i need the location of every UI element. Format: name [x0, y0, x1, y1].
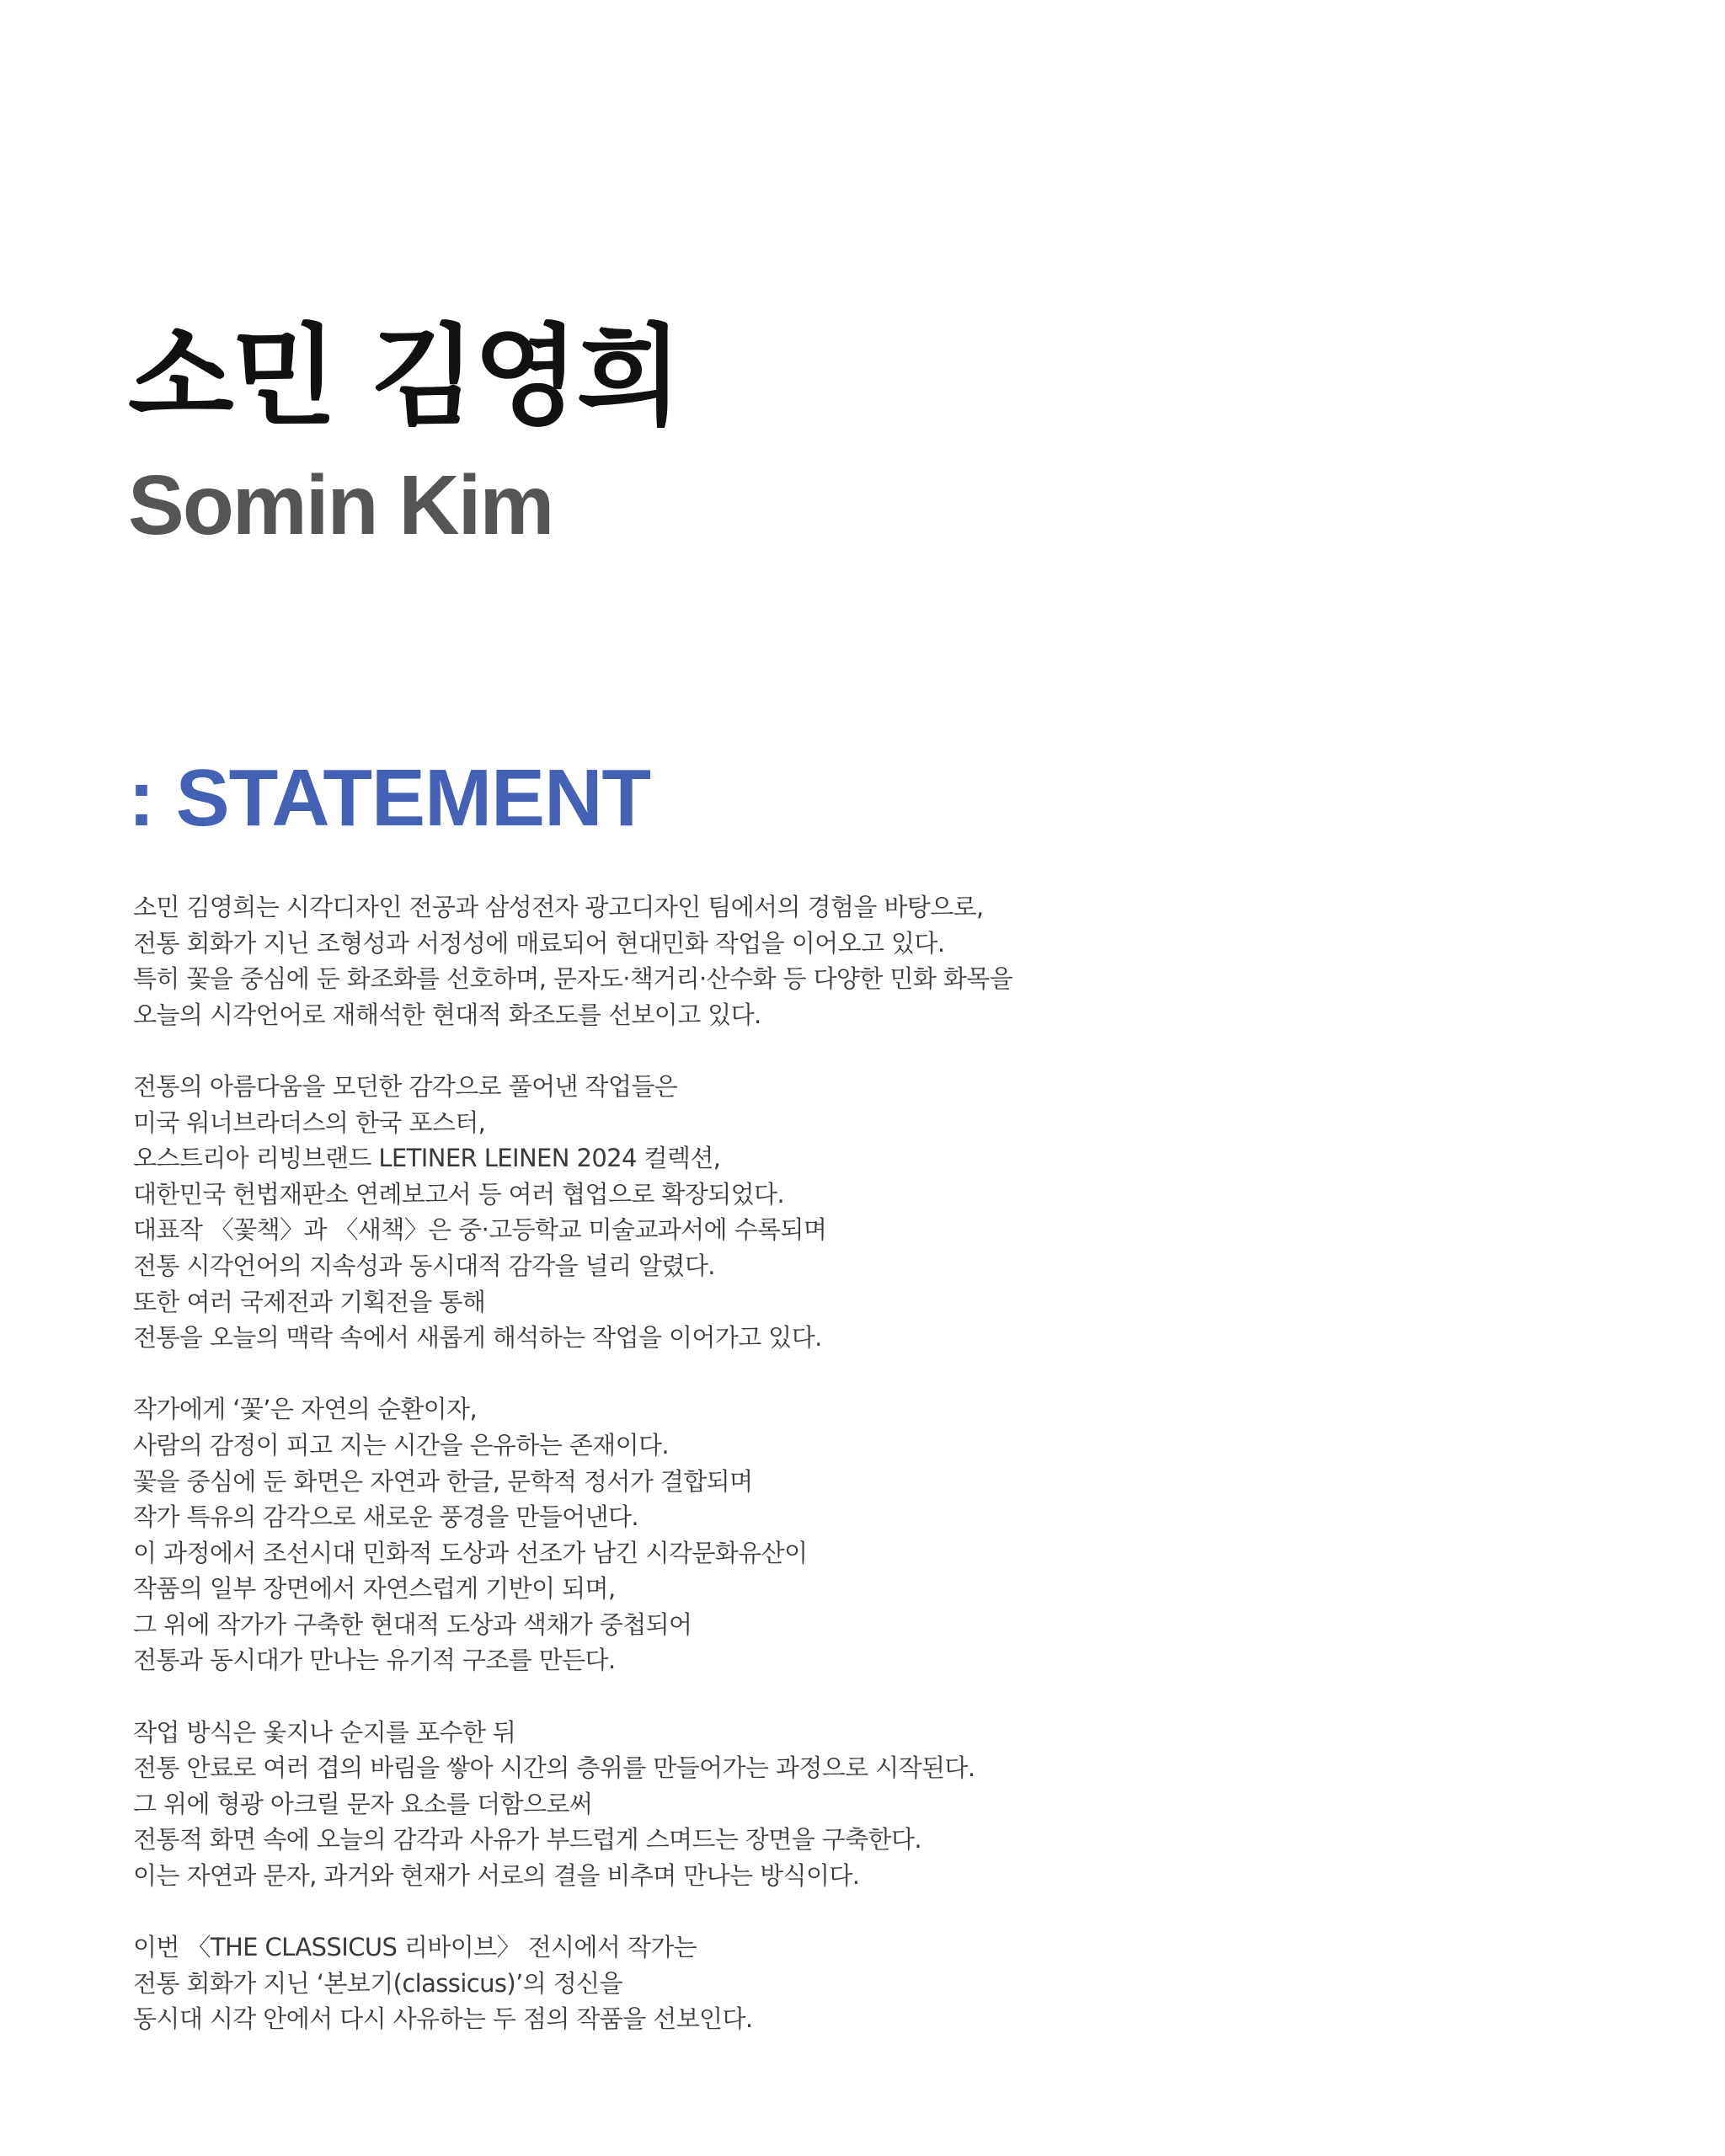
artist-name-english: Somin Kim [128, 458, 553, 552]
statement-line: 작업 방식은 옻지나 순지를 포수한 뒤 [133, 1717, 516, 1747]
statement-line: 동시대 시각 안에서 다시 사유하는 두 점의 작품을 선보인다. [133, 2004, 753, 2034]
statement-paragraph [133, 1715, 1312, 1894]
statement-line: 미국 워너브라더스의 한국 포스터, [133, 1107, 486, 1137]
statement-line: 작가 특유의 감각으로 새로운 풍경을 만들어낸다. [133, 1502, 638, 1532]
statement-line: 전통 시각언어의 지속성과 동시대적 감각을 널리 알렸다. [133, 1251, 715, 1280]
statement-line: 전통적 화면 속에 오늘의 감각과 사유가 부드럽게 스며드는 장면을 구축한다. [133, 1825, 922, 1854]
statement-line: 전통 회화가 지닌 ‘본보기(classicus)’의 정신을 [133, 1968, 623, 1998]
statement-body [133, 889, 1312, 2073]
statement-line: 작가에게 ‘꽃’은 자연의 순환이자, [133, 1395, 478, 1424]
statement-line: 이번 〈THE CLASSICUS 리바이브〉 전시에서 작가는 [133, 1933, 697, 1962]
statement-line: 이 과정에서 조선시대 민화적 도상과 선조가 남긴 시각문화유산이 [133, 1538, 808, 1567]
statement-line: 전통과 동시대가 만나는 유기적 구조를 만든다. [133, 1646, 616, 1675]
statement-line: 그 위에 작가가 구축한 현대적 도상과 색채가 중첩되어 [133, 1609, 692, 1639]
statement-line: 또한 여러 국제전과 기획전을 통해 [133, 1287, 486, 1316]
statement-line: 특히 꽃을 중심에 둔 화조화를 선호하며, 문자도·책거리·산수화 등 다양한 민화 화목을 [133, 964, 1013, 994]
statement-paragraph [133, 1069, 1312, 1356]
statement-line: 오늘의 시각언어로 재해석한 현대적 화조도를 선보이고 있다. [133, 1000, 761, 1029]
statement-line: 전통 회화가 지닌 조형성과 서정성에 매료되어 현대민화 작업을 이어오고 있다. [133, 928, 945, 958]
statement-paragraph [133, 889, 1312, 1033]
statement-line: 전통을 오늘의 맥락 속에서 새롭게 해석하는 작업을 이어가고 있다. [133, 1323, 822, 1353]
statement-line: 작품의 일부 장면에서 자연스럽게 기반이 되며, [133, 1574, 616, 1604]
statement-line: 꽃을 중심에 둔 화면은 자연과 한글, 문학적 정서가 결합되며 [133, 1466, 753, 1496]
statement-line: 대표작 〈꽃책〉과 〈새책〉은 중·고등학교 미술교과서에 수록되며 [133, 1215, 827, 1245]
artist-name-korean: 소민 김영희 [128, 312, 681, 440]
statement-line: 소민 김영희는 시각디자인 전공과 삼성전자 광고디자인 팀에서의 경험을 바탕으로, [133, 893, 984, 921]
statement-line: 전통 안료로 여러 겹의 바림을 쌓아 시간의 층위를 만들어가는 과정으로 시작된다. [133, 1753, 975, 1783]
statement-line: 전통의 아름다움을 모던한 감각으로 풀어낸 작업들은 [133, 1071, 678, 1101]
statement-paragraph [133, 1391, 1312, 1678]
statement-line: 이는 자연과 문자, 과거와 현재가 서로의 결을 비추며 만나는 방식이다. [133, 1861, 860, 1891]
statement-line: 그 위에 형광 아크릴 문자 요소를 더함으로써 [133, 1789, 593, 1818]
statement-line: 오스트리아 리빙브랜드 LETINER LEINEN 2024 컬렉션, [133, 1144, 721, 1173]
statement-line: 대한민국 헌법재판소 연례보고서 등 여러 협업으로 확장되었다. [133, 1179, 785, 1209]
statement-line: 사람의 감정이 피고 지는 시간을 은유하는 존재이다. [133, 1430, 670, 1460]
statement-heading: : STATEMENT [128, 753, 651, 843]
statement-paragraph [133, 1929, 1312, 2037]
